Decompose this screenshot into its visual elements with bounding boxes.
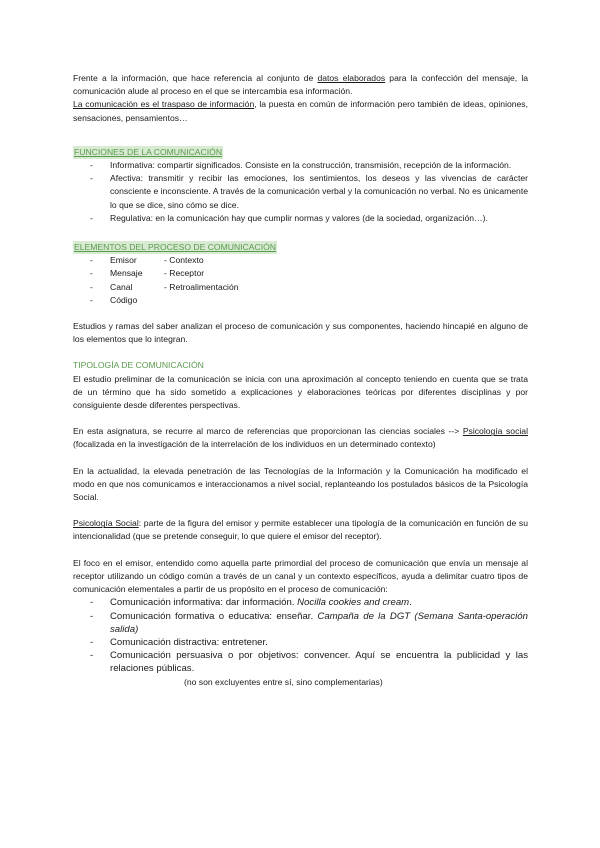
elementos-paragraph: Estudios y ramas del saber analizan el proceso de comunicación y sus componentes, haciendo hincapié en alguno de los elementos que lo integran. [73, 321, 528, 345]
list-item: - Regulativa: en la comunicación hay que cumplir normas y valores (de la sociedad, organización…). [73, 212, 528, 225]
element-item: - Contexto [164, 255, 204, 266]
elementos-grid [73, 254, 528, 307]
intro-paragraph-1 [73, 72, 528, 98]
underlined-term: datos elaborados [317, 73, 386, 83]
tipologia-paragraph-1: El estudio preliminar de la comunicación se inicia con una aproximación al concepto teniendo en cuenta que se trata de un término que ha sido sometido a explicaciones y elaboraciones teóricas por diferentes disciplinas y por consiguiente desde diferentes perspectivas. [73, 373, 528, 411]
tipologia-paragraph-2 [73, 425, 528, 451]
text: Frente a la información, que hace referencia al conjunto de [73, 73, 318, 83]
element-item: - Emisor [73, 254, 164, 267]
funciones-heading: FUNCIONES DE LA COMUNICACIÓN [73, 146, 223, 159]
tipologia-paragraph-3: En la actualidad, la elevada penetración de las Tecnologías de la Información y la Comunicación ha modificado el modo en que nos comunicamos e interaccionamos a nivel social, replanteando los postulados básicos de la Psicología Social. [73, 465, 528, 503]
tipos-list [73, 596, 528, 675]
element-item: - Mensaje [73, 267, 164, 280]
example: Nocilla cookies and cream [297, 597, 410, 609]
list-item: - Informativa: compartir significados. Consiste en la construcción, transmisión, recepción de la información. [73, 159, 528, 172]
text: (focalizada en la investigación de la interrelación de los individuos en un determinado contexto) [73, 439, 436, 450]
underlined-definition: La comunicación es el traspaso de información [73, 99, 255, 110]
list-item: - Comunicación formativa o educativa: enseñar. Campaña de la DGT (Semana Santa-operación salida) [73, 610, 528, 636]
tipologia-paragraph-5: El foco en el emisor, entendido como aquella parte primordial del proceso de comunicación que envía un mensaje al receptor utilizando un código común a través de un canal y un contexto específicos, ayuda a delimitar cuatro tipos de comunicación elementales a partir de us propósito en el proceso de comunicación: [73, 557, 528, 595]
element-item: - Receptor [164, 268, 205, 279]
example: Campaña de la DGT (Semana Santa-operación salida) [110, 610, 528, 635]
document-body [73, 72, 528, 689]
element-item: - Retroalimentación [164, 281, 239, 292]
intro-paragraph-2 [73, 98, 528, 124]
funciones-list [73, 159, 528, 225]
tipologia-paragraph-4 [73, 517, 528, 543]
tipologia-heading: TIPOLOGÍA DE COMUNICACIÓN [73, 360, 204, 371]
list-item: - Comunicación informativa: dar información. Nocilla cookies and cream. [73, 596, 528, 609]
text: En esta asignatura, se recurre al marco de referencias que proporcionan las ciencias sociales --> [73, 426, 463, 437]
underlined-term: Psicología social [462, 426, 528, 437]
underlined-term: Psicología Social [73, 518, 139, 529]
element-item: - Código [73, 294, 164, 307]
list-item: - Comunicación distractiva: entretener. [73, 636, 528, 649]
list-item: - Comunicación persuasiva o por objetivos: convencer. Aquí se encuentra la publicidad y las relaciones públicas. [73, 649, 528, 675]
text: para la confección del mensaje, la comunicación alude al proceso en el que se intercambia esa información. [73, 73, 529, 97]
elementos-heading: ELEMENTOS DEL PROCESO DE COMUNICACIÓN [73, 241, 277, 254]
note: (no son excluyentes entre sí, sino complementarias) [184, 676, 383, 687]
list-item: - Afectiva: transmitir y recibir las emociones, los sentimientos, los deseos y las vivencias de carácter consciente e inconsciente. A través de la comunicación verbal y la comunicación no verbal. No es únicamente lo que se dice, sino cómo se dice. [73, 172, 528, 212]
text: : parte de la figura del emisor y permite establecer una tipología de la comunicación en función de su intencionalidad (que se pretende conseguir, lo que quiere el emisor del receptor). [73, 518, 528, 542]
element-item: - Canal [73, 281, 164, 294]
text: , la puesta en común de información pero también de ideas, opiniones, sensaciones, pensamientos… [73, 99, 528, 123]
